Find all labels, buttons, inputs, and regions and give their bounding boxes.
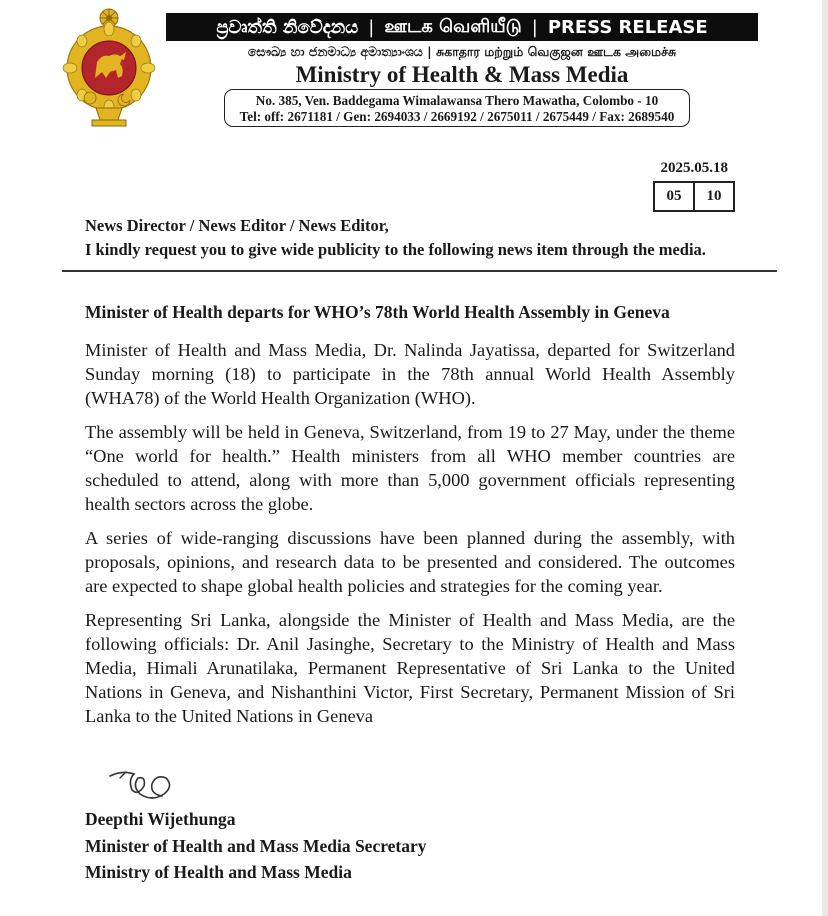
- reference-left: 05: [666, 188, 682, 204]
- signatory-title: Minister of Health and Mass Media Secretary: [85, 835, 427, 856]
- divider: [62, 270, 777, 272]
- address-line: No. 385, Ven. Baddegama Wimalawansa Thero Mawatha, Colombo - 10: [255, 93, 659, 108]
- ministry-english-name: Ministry of Health & Mass Media: [295, 62, 629, 87]
- banner-separator: |: [531, 16, 538, 38]
- article-headline: Minister of Health departs for WHO’s 78th World Health Assembly in Geneva: [85, 302, 670, 322]
- handwritten-signature: [108, 766, 188, 806]
- sri-lanka-emblem-icon: [62, 6, 156, 134]
- signatory-organization: Ministry of Health and Mass Media: [85, 862, 352, 882]
- banner-sinhala: ප්‍රවෘත්ති නිවේදනය: [216, 16, 359, 38]
- reference-number-box: [653, 181, 735, 212]
- salutation: [85, 214, 765, 262]
- banner-english: PRESS RELEASE: [547, 16, 708, 38]
- reference-right: 10: [693, 183, 733, 210]
- banner-tamil: ஊடக வெளியீடு: [384, 15, 522, 37]
- article-paragraph: A series of wide-ranging discussions have been planned during the assembly, with proposals, opinions, and research data to be presented and considered. The outcomes are expected to shape global health policies and strategies for the coming year.: [85, 528, 735, 596]
- release-date: 2025.05.18: [660, 160, 728, 176]
- article-paragraph: The assembly will be held in Geneva, Switzerland, from 19 to 27 May, under the theme “One world for health.” Health ministers from all WHO member countries are scheduled to attend, along with more than 5,000 government officials representing health sectors across the globe.: [85, 422, 735, 514]
- phone-line: Tel: off: 2671181 / Gen: 2694033 / 2669192 / 2675011 / 2675449 / Fax: 2689540: [239, 109, 675, 124]
- ministry-native-name: සෞඛ්‍ය හා ජනමාධ්‍ය අමාත්‍යාංශය | சுகாதார மற்றும் வெகுஜன ஊடக அமைச்சு: [247, 44, 677, 59]
- article-paragraph: Minister of Health and Mass Media, Dr. Nalinda Jayatissa, departed for Switzerland Sunday morning (18) to participate in the 78th annual World Health Assembly (WHA78) of the World Health Organization (WHO).: [85, 340, 735, 408]
- banner-separator: |: [368, 16, 375, 38]
- salutation-line-2: I kindly request you to give wide publicity to the following news item through the media.: [85, 240, 706, 259]
- article-paragraph: Representing Sri Lanka, alongside the Minister of Health and Mass Media, are the following officials: Dr. Anil Jasinghe, Secretary to the Ministry of Health and Mass Media, Himali Arunatilaka, Permanent Representative of Sri Lanka to the United Nations in Geneva, and Nishanthini Victor, First Secretary, Permanent Mission of Sri Lanka to the United Nations in Geneva: [85, 610, 735, 726]
- press-release-banner: [166, 13, 758, 41]
- address-box: [224, 89, 690, 127]
- salutation-line-1: News Director / News Editor / News Editor,: [85, 216, 389, 235]
- signoff-block: [85, 806, 585, 886]
- signatory-name: Deepthi Wijethunga: [85, 809, 236, 829]
